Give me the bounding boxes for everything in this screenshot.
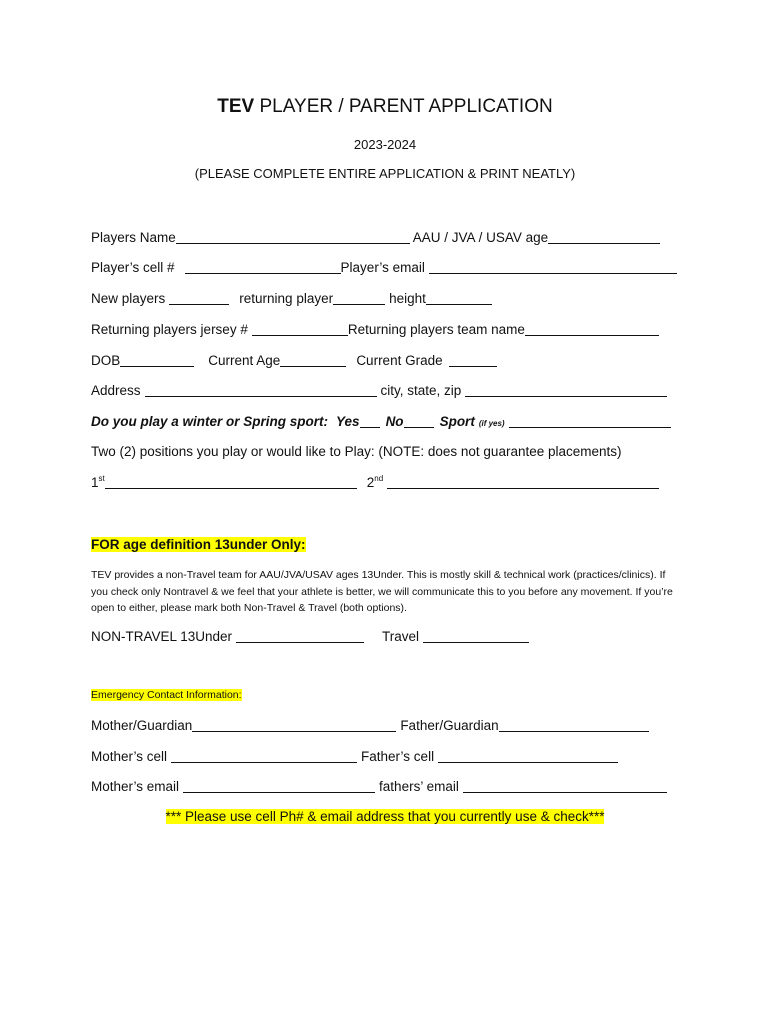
row-player-contact xyxy=(91,259,691,275)
height-label: height xyxy=(389,291,426,306)
travel-field[interactable] xyxy=(423,628,529,643)
age-group-field[interactable] xyxy=(548,229,660,244)
row-travel-options xyxy=(91,628,691,644)
mother-cell-label: Mother’s cell xyxy=(91,749,168,764)
player-email-field[interactable] xyxy=(429,259,677,274)
city-state-zip-field[interactable] xyxy=(465,382,667,397)
second-position-field[interactable] xyxy=(387,474,659,489)
row-guardians xyxy=(91,717,691,733)
mother-cell-field[interactable] xyxy=(171,748,357,763)
mother-email-label: Mother’s email xyxy=(91,779,180,794)
under13-paragraph: TEV provides a non-Travel team for AAU/JVA/USAV ages 13Under. This is mostly skill & technical work (practices/clinics). If you check only Nontravel & we feel that your athlete is better, we will communicate this to you before any movement. If you’re open to either, please mark both Non-Travel & Travel (both options). xyxy=(91,569,673,614)
yes-field[interactable] xyxy=(360,413,380,428)
father-field[interactable] xyxy=(499,717,649,732)
second-position-label: 2nd xyxy=(366,474,384,490)
jersey-label: Returning players jersey # xyxy=(91,322,248,337)
non-travel-field[interactable] xyxy=(236,628,364,643)
travel-label: Travel xyxy=(382,629,420,644)
mother-field[interactable] xyxy=(192,717,396,732)
mother-label: Mother/Guardian xyxy=(91,718,193,733)
row-positions xyxy=(91,474,691,490)
jersey-field[interactable] xyxy=(252,321,348,336)
page-title xyxy=(0,96,770,118)
under13-heading: FOR age definition 13under Only: xyxy=(91,537,306,552)
new-players-label: New players xyxy=(91,291,166,306)
current-age-label: Current Age xyxy=(208,353,281,368)
father-label: Father/Guardian xyxy=(400,718,499,733)
address-label: Address xyxy=(91,383,141,398)
no-field[interactable] xyxy=(404,413,434,428)
emergency-heading: Emergency Contact Information: xyxy=(91,689,242,701)
current-grade-label: Current Grade xyxy=(356,353,443,368)
city-state-zip-label: city, state, zip xyxy=(380,383,462,398)
player-cell-label: Player’s cell # xyxy=(91,260,175,275)
players-name-label: Players Name xyxy=(91,230,176,245)
team-name-field[interactable] xyxy=(525,321,659,336)
title-bold: TEV xyxy=(217,96,255,117)
footer-note: *** Please use cell Ph# & email address that you currently use & check*** xyxy=(165,809,605,824)
first-position-label: 1st xyxy=(91,474,105,490)
returning-player-field[interactable] xyxy=(333,290,385,305)
age-group-label: AAU / JVA / USAV age xyxy=(412,230,549,245)
father-cell-field[interactable] xyxy=(438,748,618,763)
row-guardian-emails xyxy=(91,778,691,794)
instructions: (PLEASE COMPLETE ENTIRE APPLICATION & PRINT NEATLY) xyxy=(194,166,576,181)
title-rest: PLAYER / PARENT APPLICATION xyxy=(254,96,553,117)
row-guardian-cells xyxy=(91,748,691,764)
sport-label: Sport xyxy=(439,414,475,429)
returning-player-label: returning player xyxy=(239,291,334,306)
no-label: No xyxy=(385,414,404,429)
sport-field[interactable] xyxy=(509,413,671,428)
new-players-field[interactable] xyxy=(169,290,229,305)
player-cell-field[interactable] xyxy=(185,259,341,274)
season-year: 2023-2024 xyxy=(353,137,417,152)
team-name-label: Returning players team name xyxy=(347,322,525,337)
mother-email-field[interactable] xyxy=(183,778,375,793)
row-returning xyxy=(91,321,691,337)
positions-question: Two (2) positions you play or would like to Play: (NOTE: does not guarantee placements) xyxy=(91,444,622,459)
first-position-field[interactable] xyxy=(105,474,357,489)
non-travel-label: NON-TRAVEL 13Under xyxy=(91,629,233,644)
father-cell-label: Father’s cell xyxy=(361,749,435,764)
winter-sport-question: Do you play a winter or Spring sport: xyxy=(91,414,329,429)
height-field[interactable] xyxy=(426,290,492,305)
row-winter-sport xyxy=(91,413,691,429)
yes-label: Yes xyxy=(336,414,360,429)
row-player-status xyxy=(91,290,691,306)
row-player-name xyxy=(91,229,691,245)
if-yes-label: (if yes) xyxy=(478,419,505,428)
player-email-label: Player’s email xyxy=(340,260,425,275)
players-name-field[interactable] xyxy=(176,229,410,244)
father-email-field[interactable] xyxy=(463,778,667,793)
dob-label: DOB xyxy=(91,353,121,368)
current-grade-field[interactable] xyxy=(449,352,497,367)
row-address xyxy=(91,382,691,398)
father-email-label: fathers’ email xyxy=(379,779,459,794)
current-age-field[interactable] xyxy=(280,352,346,367)
dob-field[interactable] xyxy=(120,352,194,367)
address-field[interactable] xyxy=(145,382,377,397)
row-dob xyxy=(91,352,691,368)
